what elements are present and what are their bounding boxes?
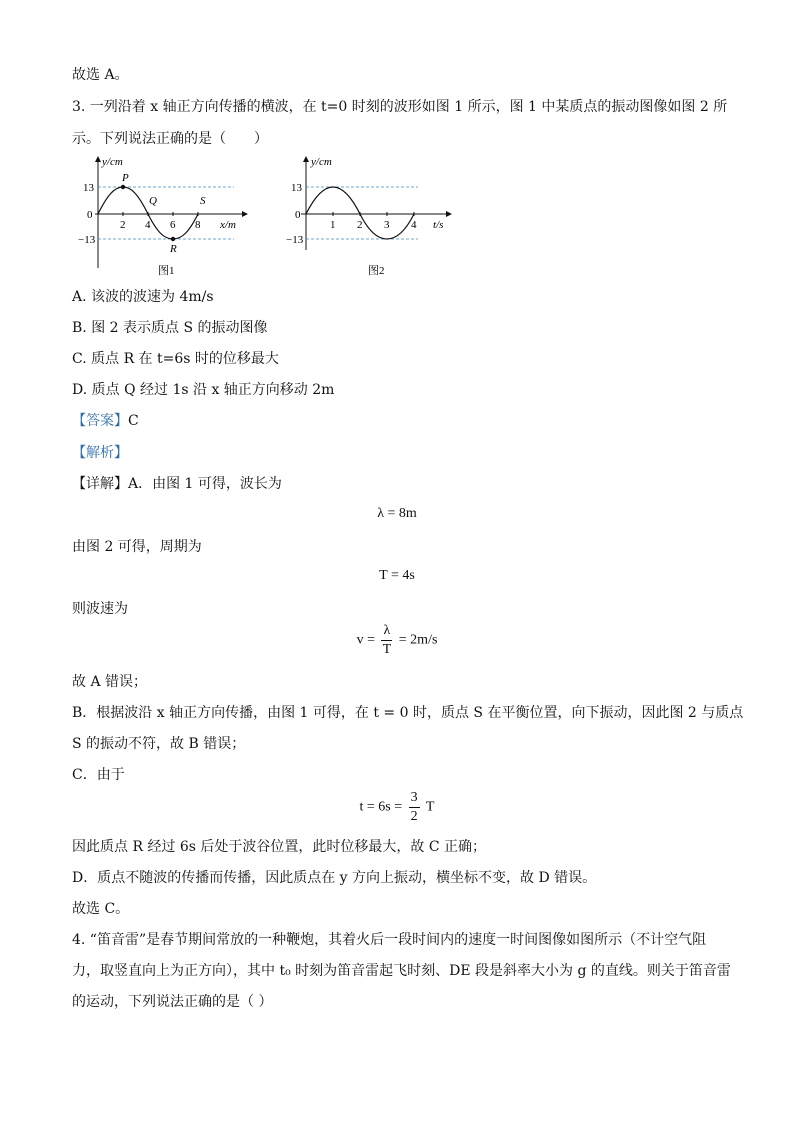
equation-speed	[0, 622, 794, 659]
point-p-marker	[121, 185, 125, 189]
eq-v-right: = 2m/s	[398, 632, 438, 648]
answer-row	[72, 411, 139, 431]
point-r-marker	[171, 237, 175, 241]
fig2-tick-neg: −13	[286, 234, 304, 246]
fig2-xtick: 3	[384, 219, 390, 231]
fig2-xtick: 2	[357, 219, 363, 231]
fraction-denominator: 2	[410, 809, 418, 824]
fig1-ylabel: y/cm	[102, 156, 123, 168]
fig1-tick-pos: 13	[83, 182, 94, 194]
fig1-tick-neg: −13	[78, 234, 96, 246]
fraction-numerator: 3	[409, 789, 420, 808]
option-d: D. 质点 Q 经过 1s 沿 x 轴正方向移动 2m	[72, 382, 335, 398]
option-a: A. 该波的波速为 4m/s	[72, 289, 214, 305]
fig1-xtick: 6	[170, 219, 176, 231]
fig2-origin: 0	[295, 209, 301, 221]
a-wrong: 故 A 错误；	[72, 674, 148, 690]
option-b: B. 图 2 表示质点 S 的振动图像	[72, 320, 268, 336]
q4-line1: 4. “笛音雷”是春节期间常放的一种鞭炮，其着火后一段时间内的速度一时间图像如图所示（不计空气阻	[72, 932, 707, 948]
c-conclusion: 因此质点 R 经过 6s 后处于波谷位置，此时位移最大，故 C 正确；	[72, 839, 487, 855]
eq-t-right: T	[425, 799, 435, 815]
equation-lambda: λ = 8m	[377, 506, 417, 521]
speed-intro: 则波速为	[72, 601, 128, 617]
equation-period: T = 4s	[379, 568, 415, 583]
q4-line3: 的运动，下列说法正确的是（ ）	[72, 994, 273, 1010]
fig1-caption: 图1	[158, 265, 175, 277]
point-p-label: P	[122, 172, 129, 184]
fig2-xtick: 4	[411, 219, 417, 231]
fig2-caption: 图2	[368, 265, 385, 277]
analysis-row	[72, 443, 128, 463]
fig1-xtick: 8	[195, 219, 201, 231]
fig2-xtick: 1	[330, 219, 336, 231]
fig1-xlabel: x/m	[220, 219, 236, 231]
fraction-three-halves	[409, 789, 420, 826]
point-r-label: R	[170, 243, 177, 255]
detail-tag: 【详解】	[72, 476, 128, 492]
point-s-label: S	[200, 195, 206, 207]
c-intro: C．由于	[72, 767, 125, 783]
fraction-lambda-over-t	[381, 622, 392, 659]
fig2-tick-pos: 13	[291, 182, 302, 194]
fraction-denominator: T	[382, 642, 392, 657]
eq-t-left: t = 6s =	[359, 799, 403, 815]
fraction-numerator: λ	[381, 622, 392, 641]
fig2-xlabel: t/s	[433, 219, 444, 231]
d-line: D．质点不随波的传播而传播，因此质点在 y 方向上振动，横坐标不变，故 D 错误。	[72, 870, 597, 886]
period-intro: 由图 2 可得，周期为	[72, 539, 202, 555]
point-q-label: Q	[149, 195, 157, 207]
fig1-xtick: 2	[120, 219, 126, 231]
answer-tag: 【答案】	[72, 413, 128, 429]
figure-1-wave-graph	[80, 150, 260, 280]
final-answer: 故选 C。	[72, 901, 130, 917]
figure-2-vibration-graph	[286, 150, 466, 280]
fig1-origin: 0	[87, 209, 93, 221]
eq-v-left: v =	[356, 632, 375, 648]
b-line2: S 的振动不符，故 B 错误；	[72, 736, 246, 752]
prev-answer: 故选 A。	[72, 67, 129, 83]
b-line1: B．根据波沿 x 轴正方向传播，由图 1 可得，在 t = 0 时，质点 S 在平衡位置，向下振动，因此图 2 与质点	[72, 705, 744, 721]
q4-line2: 力，取竖直向上为正方向），其中 t₀ 时刻为笛音雷起飞时刻、DE 段是斜率大小为 g 的直线。则关于笛音雷	[72, 963, 731, 979]
detail-intro: A．由图 1 可得，波长为	[128, 476, 282, 492]
fig2-ylabel: y/cm	[311, 156, 332, 168]
option-c: C. 质点 R 在 t=6s 时的位移最大	[72, 351, 279, 367]
detail-row	[72, 474, 282, 494]
equation-time	[0, 789, 794, 826]
analysis-tag: 【解析】	[72, 445, 128, 461]
q3-stem-line2: 示。下列说法正确的是（ ）	[72, 131, 268, 147]
answer-value: C	[128, 413, 139, 429]
q3-stem-line1: 3. 一列沿着 x 轴正方向传播的横波，在 t=0 时刻的波形如图 1 所示，图 1 中某质点的振动图像如图 2 所	[72, 99, 728, 115]
fig1-xtick: 4	[145, 219, 151, 231]
